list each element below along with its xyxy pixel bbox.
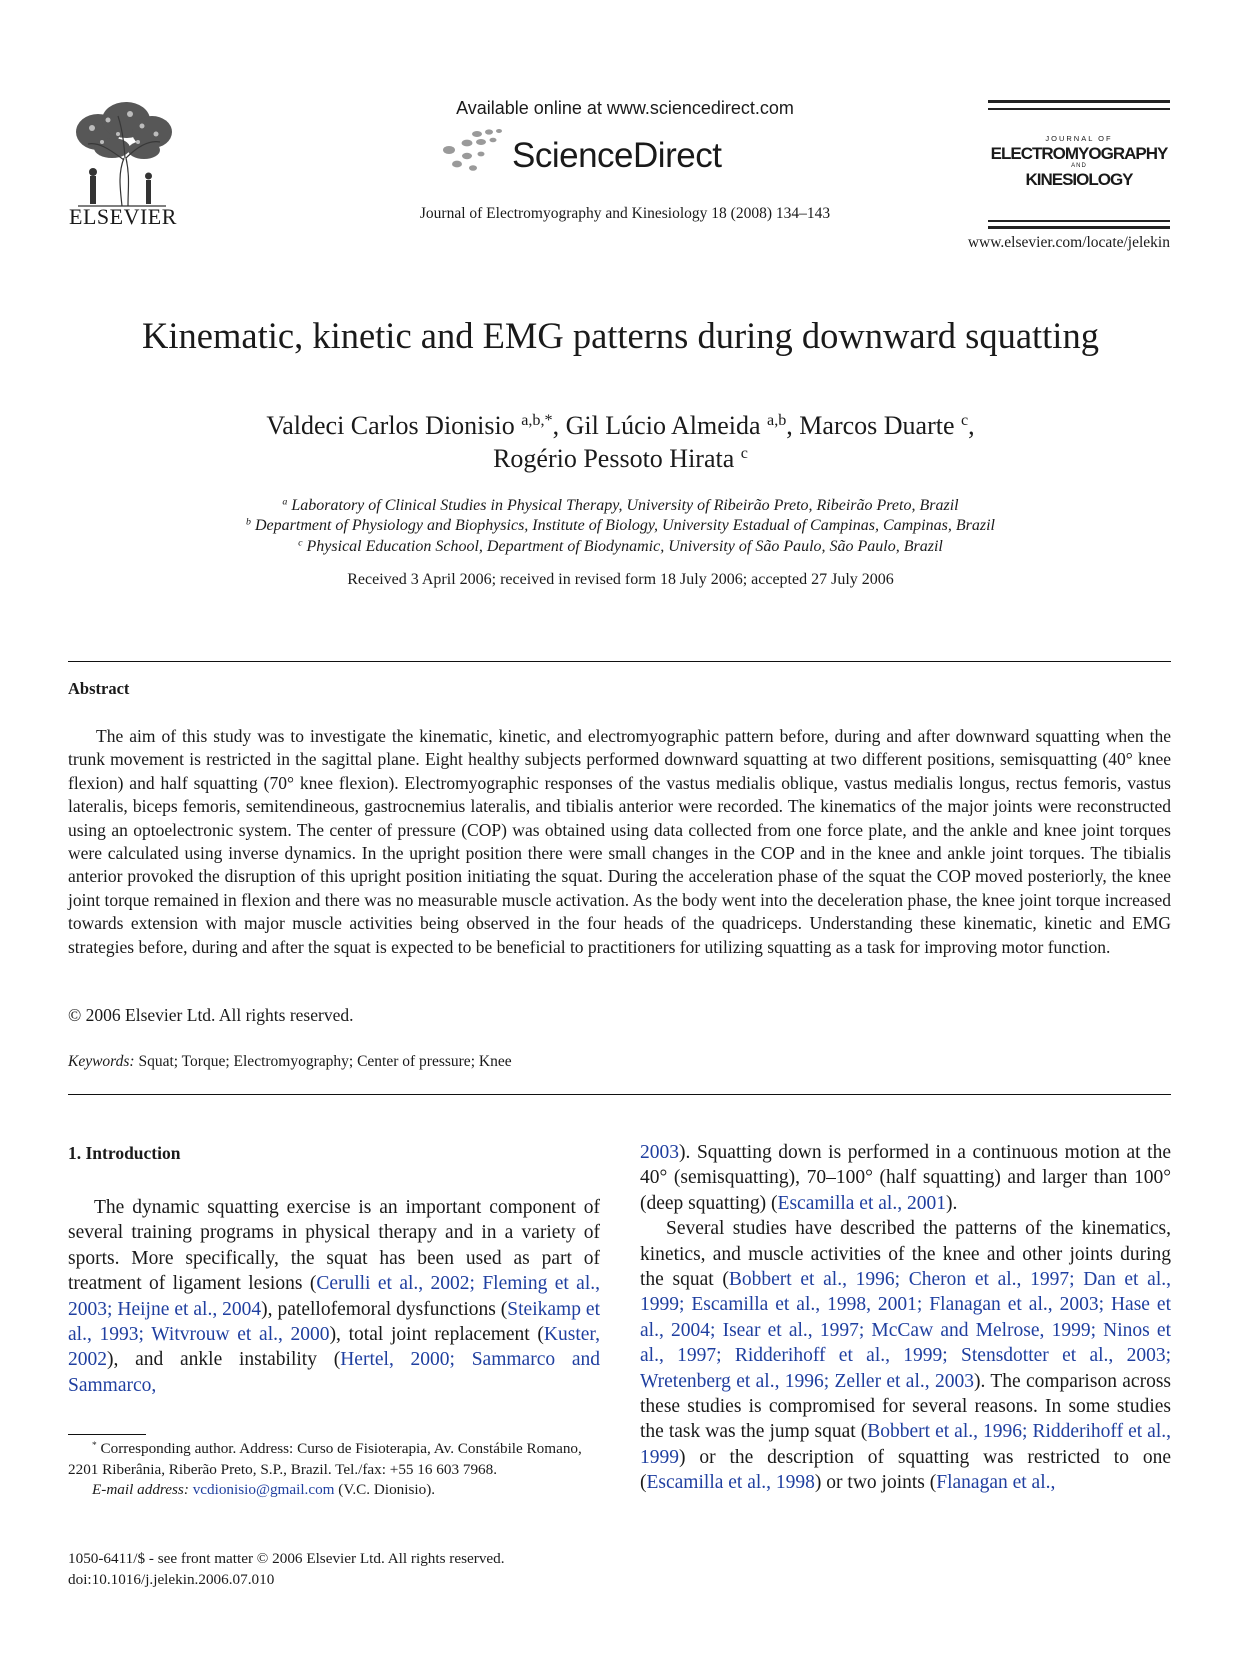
affiliation-text: Physical Education School, Department of Biodynamic, University of São Paulo, São Paulo, Brazil — [306, 538, 943, 555]
footnote-divider — [68, 1434, 146, 1435]
paragraph-text: ). Squatting down is performed in a continuous motion at the 40° (semisquatting), 70–100° (half squatting) and larger than 100° (deep squatting) ( — [640, 1142, 1171, 1214]
journal-citation: Journal of Electromyography and Kinesiology 18 (2008) 134–143 — [419, 205, 831, 222]
paragraph-text: ), and ankle instability ( — [107, 1349, 341, 1371]
doi-line[interactable]: doi:10.1016/j.jelekin.2006.07.010 — [68, 1570, 275, 1588]
paragraph-text: The dynamic squatting exercise is an important component of several training programs in physical therapy and in a variety of sports. More specifically, the squat has been used as part of treatment of ligament lesions ( — [68, 1197, 600, 1295]
journal-url-link[interactable]: www.elsevier.com/locate/jelekin — [967, 234, 1170, 251]
email-suffix: (V.C. Dionisio). — [338, 1481, 436, 1498]
publisher-name: ELSEVIER — [69, 204, 177, 229]
author-affiliation-mark[interactable]: a,b,* — [521, 412, 553, 430]
author-name[interactable]: Marcos Duarte — [799, 411, 955, 440]
keywords — [68, 1053, 512, 1071]
affiliation-text: Department of Physiology and Biophysics, Institute of Biology, University Estadual of Campinas, Campinas, Brazil — [255, 517, 995, 534]
divider — [68, 1094, 1171, 1095]
author-list-line2 — [60, 444, 1181, 474]
footnote-mark: * — [92, 1440, 97, 1451]
email-link[interactable]: vcdionisio@gmail.com — [192, 1481, 335, 1498]
affiliation-mark: c — [298, 537, 303, 549]
email-label: E-mail address: — [92, 1481, 189, 1498]
footnote — [68, 1439, 600, 1501]
affiliation — [60, 517, 1181, 535]
author-separator: , — [552, 411, 566, 440]
author-name[interactable]: Rogério Pessoto Hirata — [493, 444, 735, 473]
author-affiliation-mark[interactable]: c — [740, 445, 748, 463]
affiliation — [60, 497, 1181, 515]
front-matter — [68, 1549, 668, 1590]
citation-link[interactable]: Flanagan et al., — [936, 1472, 1056, 1494]
author-affiliation-mark[interactable]: c — [961, 412, 969, 430]
affiliation-text: Laboratory of Clinical Studies in Physical Therapy, University of Ribeirão Preto, Ribeirão Preto, Brazil — [291, 497, 959, 514]
journal-logo-line1: ELECTROMYOGRAPHY — [990, 144, 1168, 163]
paragraph — [640, 1216, 1171, 1495]
journal-logo-and: AND — [1071, 163, 1087, 169]
keywords-list: Squat; Torque; Electromyography; Center of pressure; Knee — [138, 1053, 512, 1070]
journal-logo-rule — [988, 220, 1170, 222]
author-name[interactable]: Gil Lúcio Almeida — [565, 411, 761, 440]
divider — [68, 661, 1171, 662]
author-name[interactable]: Valdeci Carlos Dionisio — [266, 411, 515, 440]
journal-logo-rule — [988, 226, 1170, 229]
paragraph-text: ). The comparison across these studies is compromised for several reasons. In some studies the task was the jump squat ( — [640, 1370, 1171, 1443]
paragraph-text: ). — [945, 1192, 958, 1214]
paragraph — [68, 1195, 600, 1398]
elsevier-tree-logo-icon — [68, 98, 176, 208]
corresponding-author-text: Corresponding author. Address: Curso de Fisioterapia, Av. Constábile Romano, 2201 Riberânia, Riberão Preto, S.P., Brazil. Tel./fax: +55 16 603 7968. — [68, 1440, 582, 1478]
keywords-label: Keywords: — [68, 1053, 135, 1070]
left-column — [68, 1195, 600, 1398]
received-dates: Received 3 April 2006; received in revised form 18 July 2006; accepted 27 July 2006 — [347, 571, 894, 588]
paragraph-text: Several studies have described the patterns of the kinematics, kinetics, and muscle activities of the knee and other joints during the squat ( — [640, 1218, 1171, 1291]
issn-line: 1050-6411/$ - see front matter © 2006 Elsevier Ltd. All rights reserved. — [68, 1550, 505, 1567]
citation-link[interactable]: Escamilla et al., 1998 — [646, 1472, 815, 1494]
paragraph-text: ), patellofemoral dysfunctions ( — [261, 1298, 508, 1320]
sciencedirect-dots-icon — [437, 128, 507, 178]
abstract-body: The aim of this study was to investigate the kinematic, kinetic, and electromyographic pattern before, during and after downward squatting when the trunk movement is restricted in the sagittal plane. Eight healthy subjects performed downward squatting at two different positions, semisquatting (40° knee flexion) and half squatting (70° knee flexion). Electromyographic responses of the vastus medialis oblique, vastus medialis longus, rectus femoris, vastus lateralis, biceps femoris, semitendineous, gastrocnemius lateralis, and tibialis anterior were recorded. The kinematics of the major joints were reconstructed using an optoelectronic system. The center of pressure (COP) was obtained using data collected from one force plate, and the ankle and knee joint torques were calculated using inverse dynamics. In the upright position there were small changes in the COP and in the knee and ankle joint torques. The tibialis anterior provoked the disruption of this upright position initiating the squat. During the acceleration phase of the squat the COP moved posteriorly, the knee joint torque remained in flexion and there was no measurable muscle activation. As the body went into the deceleration phase, the knee joint torque increased towards extension with major muscle activities being observed in the four heads of the quadriceps. Understanding these kinematic, kinetic and EMG strategies before, during and after the squat is expected to be beneficial to practitioners for utilizing squatting as a task for improving motor function. — [68, 726, 1171, 957]
citation-link[interactable]: Kuster, 2002 — [68, 1324, 600, 1371]
paragraph — [640, 1140, 1171, 1216]
article-title: Kinematic, kinetic and EMG patterns during downward squatting — [142, 315, 1099, 356]
citation-link[interactable]: 2003 — [640, 1142, 679, 1163]
citation-link[interactable]: Cerulli et al., 2002; Fleming et al., 2003; Heijne et al., 2004 — [68, 1273, 600, 1320]
citation-link[interactable]: Bobbert et al., 1996; Ridderihoff et al., 1999 — [640, 1421, 1171, 1468]
available-online-text: Available online at www.sciencedirect.com — [456, 98, 794, 118]
affiliation — [60, 538, 1181, 556]
journal-logo-small-text: JOURNAL OF — [1045, 134, 1113, 143]
affiliation-mark: a — [282, 496, 288, 508]
author-separator: , — [968, 411, 975, 440]
section-heading: 1. Introduction — [68, 1143, 181, 1163]
paragraph-text: ) or two joints ( — [814, 1472, 937, 1494]
abstract-copyright: © 2006 Elsevier Ltd. All rights reserved. — [68, 1005, 354, 1025]
author-separator: , — [786, 411, 800, 440]
abstract-heading: Abstract — [68, 679, 130, 698]
paragraph-text: ), total joint replacement ( — [329, 1324, 544, 1346]
citation-link[interactable]: Hertel, 2000; Sammarco and Sammarco, — [68, 1349, 601, 1396]
affiliation-mark: b — [246, 516, 251, 528]
paragraph-text: ) or the description of squatting was restricted to one ( — [640, 1446, 1171, 1494]
citation-link[interactable]: Steikamp et al., 1993; Witvrouw et al., 2000 — [68, 1298, 600, 1346]
citation-link[interactable]: Bobbert et al., 1996; Cheron et al., 1997; Dan et al., 1999; Escamilla et al., 1998, 2001; Flanagan et al., 2003; Hase et al., 2004; Isear et al., 1997; McCaw and Melrose, 1999; Ninos et al., 1997; Ridderihoff et al., 1999; Stensdotter et al., 2003; Wretenberg et al., 1996; Zeller et al., 2003 — [640, 1269, 1171, 1392]
right-column — [640, 1140, 1171, 1496]
author-affiliation-mark[interactable]: a,b — [767, 412, 787, 430]
journal-logo-line2: KINESIOLOGY — [1025, 170, 1133, 189]
sciencedirect-wordmark: ScienceDirect — [512, 136, 722, 175]
journal-logo-rule — [988, 100, 1170, 103]
citation-link[interactable]: Escamilla et al., 2001 — [777, 1192, 946, 1214]
journal-logo-rule — [988, 108, 1170, 110]
author-list-line1 — [60, 411, 1181, 441]
